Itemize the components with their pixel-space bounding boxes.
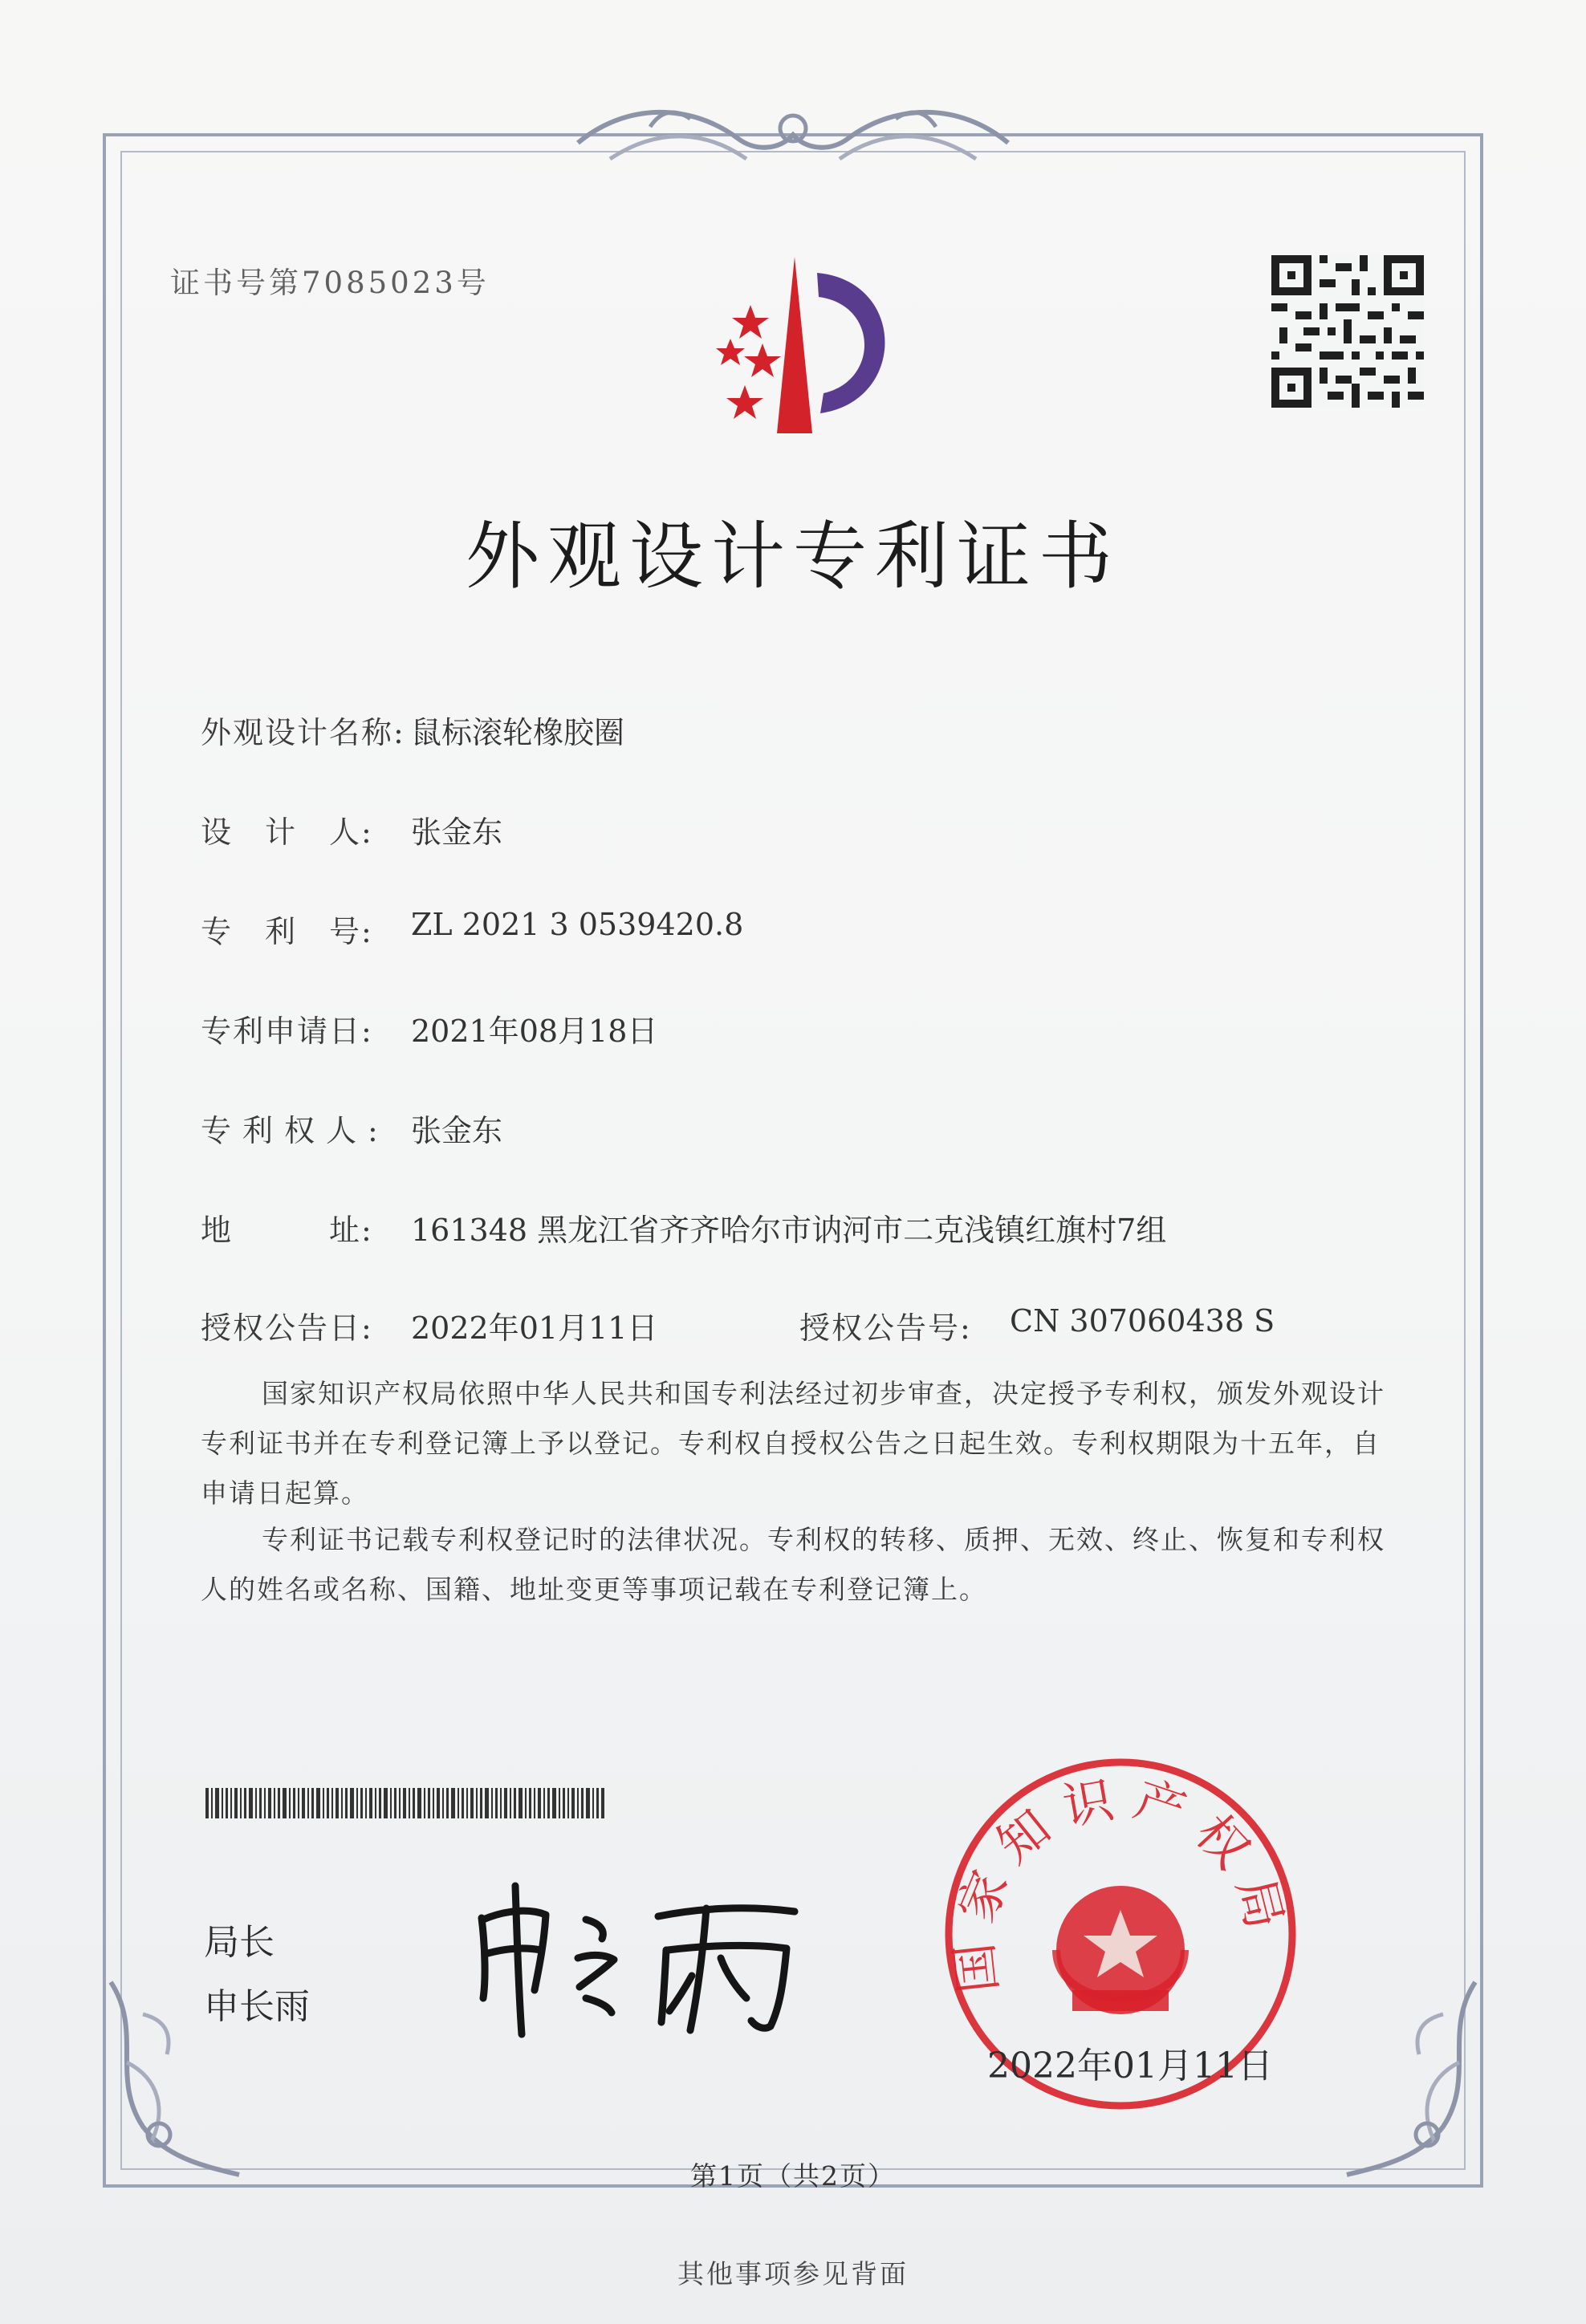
top-ornament [562, 95, 1024, 183]
patentee-value: 张金东 [411, 1113, 503, 1148]
designer-label: 设 计 人: [201, 815, 373, 850]
patent-number-value: ZL 2021 3 0539420.8 [411, 907, 744, 942]
design-name-value: 鼠标滚轮橡胶圈 [411, 715, 625, 750]
design-name-label: 外观设计名称: [201, 715, 405, 750]
legal-status-paragraph: 专利证书记载专利权登记时的法律状况。专利权的转移、质押、无效、终止、恢复和专利权人的姓名或名称、国籍、地址变更等事项记载在专利登记簿上。 [201, 1524, 1385, 1605]
certificate-title: 外观设计专利证书 [465, 514, 1120, 599]
address-value: 161348 黑龙江省齐齐哈尔市讷河市二克浅镇红旗村7组 [411, 1213, 1167, 1248]
seal-text: 国家知识产权局 [942, 1767, 1299, 1997]
page-number: 第1页（共2页） [690, 2160, 896, 2192]
application-date-label: 专利申请日: [201, 1014, 373, 1049]
qr-code-icon [1271, 255, 1424, 408]
director-title: 局长 [204, 1922, 274, 1963]
seal-date: 2022年01月11日 [987, 2046, 1273, 2086]
certificate-number: 证书号第7085023号 [170, 266, 490, 300]
announcement-date-label: 授权公告日: [201, 1310, 373, 1346]
patent-number-label: 专 利 号: [201, 914, 373, 949]
grant-paragraph: 国家知识产权局依照中华人民共和国专利法经过初步审查，决定授予专利权，颁发外观设计专利证书并在专利登记簿上予以登记。专利权自授权公告之日起生效。专利权期限为十五年，自申请日起算。 [201, 1378, 1385, 1509]
patentee-label: 专利权人: [201, 1113, 389, 1148]
announcement-date-value: 2022年01月11日 [411, 1310, 658, 1346]
designer-value: 张金东 [411, 815, 503, 850]
barcode-icon [205, 1788, 607, 1818]
director-signature [466, 1870, 819, 2046]
cnipa-logo-icon [674, 249, 915, 449]
address-label: 地 址: [201, 1213, 373, 1248]
application-date-value: 2021年08月18日 [411, 1014, 658, 1049]
director-name: 申长雨 [204, 1986, 310, 2027]
back-note: 其他事项参见背面 [677, 2258, 909, 2289]
announcement-number-label: 授权公告号: [799, 1310, 972, 1346]
announcement-number-value: CN 307060438 S [1010, 1303, 1275, 1339]
